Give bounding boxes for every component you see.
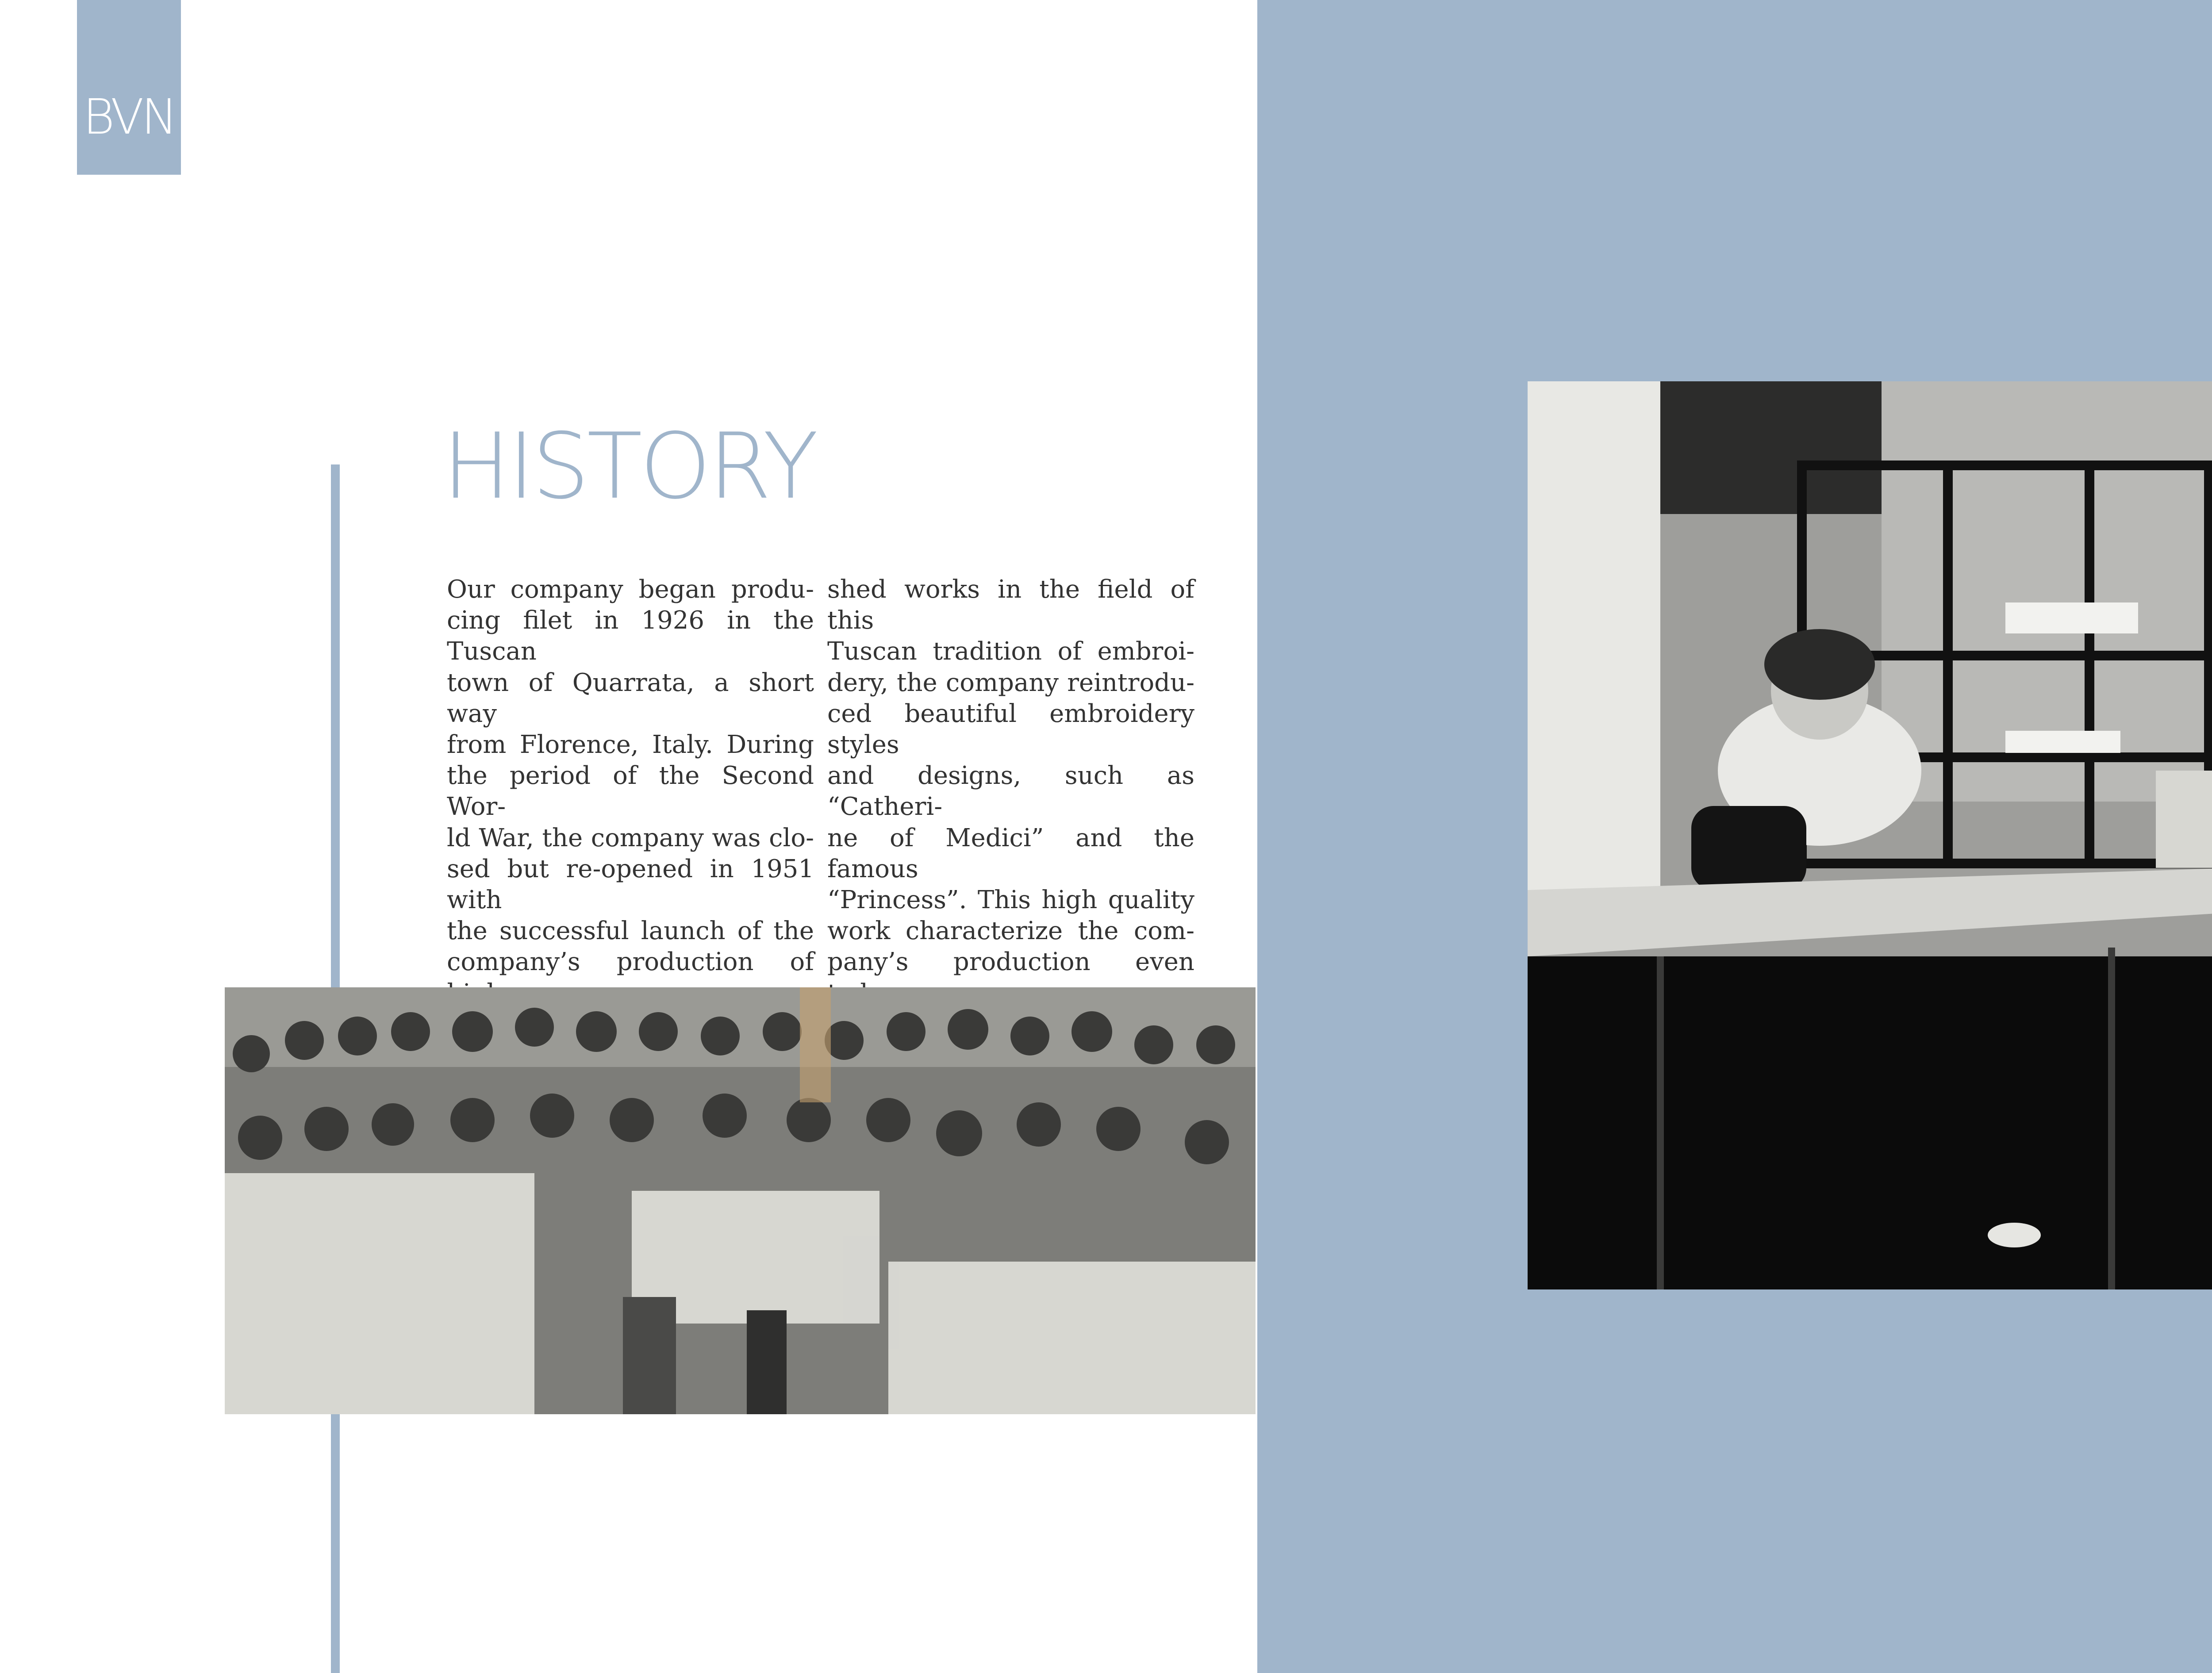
text-line: shed works in the field of this xyxy=(827,575,1194,635)
text-line: town of Quarrata, a short way xyxy=(447,668,814,728)
text-line: and designs, such as “Catheri- xyxy=(827,761,1194,821)
text-line: Our company began produ- xyxy=(447,575,814,604)
text-line: the period of the Second Wor- xyxy=(447,761,814,821)
text-line: the successful launch of the xyxy=(447,917,814,946)
brand-logo xyxy=(77,0,181,175)
text-line: dery, the company reintrodu- xyxy=(827,668,1194,697)
worker-photo-art xyxy=(1528,381,2212,1289)
text-line: “Princess”. This high quality xyxy=(827,886,1194,915)
text-line: company’s production of xyxy=(447,948,814,977)
text-line: from Florence, Italy. During xyxy=(447,730,814,760)
historic-group-photo xyxy=(225,987,1256,1414)
text-line: cing filet in 1926 in the Tuscan xyxy=(447,606,814,666)
group-photo-art xyxy=(225,987,1256,1414)
worker-at-desk-photo xyxy=(1528,381,2212,1289)
history-text-column-2 xyxy=(827,574,1194,1009)
page-title: HISTORY xyxy=(442,414,816,519)
text-line: ne of Medici” and the famous xyxy=(827,823,1194,883)
text-line: work characterize the com- xyxy=(827,917,1194,946)
logo-text: BVN xyxy=(83,88,175,145)
text-line: ld War, the company was clo- xyxy=(447,823,814,852)
text-line: sed but re-opened in 1951 with xyxy=(447,854,814,915)
text-line: pany’s production even xyxy=(827,948,1194,977)
text-line: ced beautiful embroidery styles xyxy=(827,699,1194,760)
text-line: Tuscan tradition of embroi- xyxy=(827,637,1194,666)
